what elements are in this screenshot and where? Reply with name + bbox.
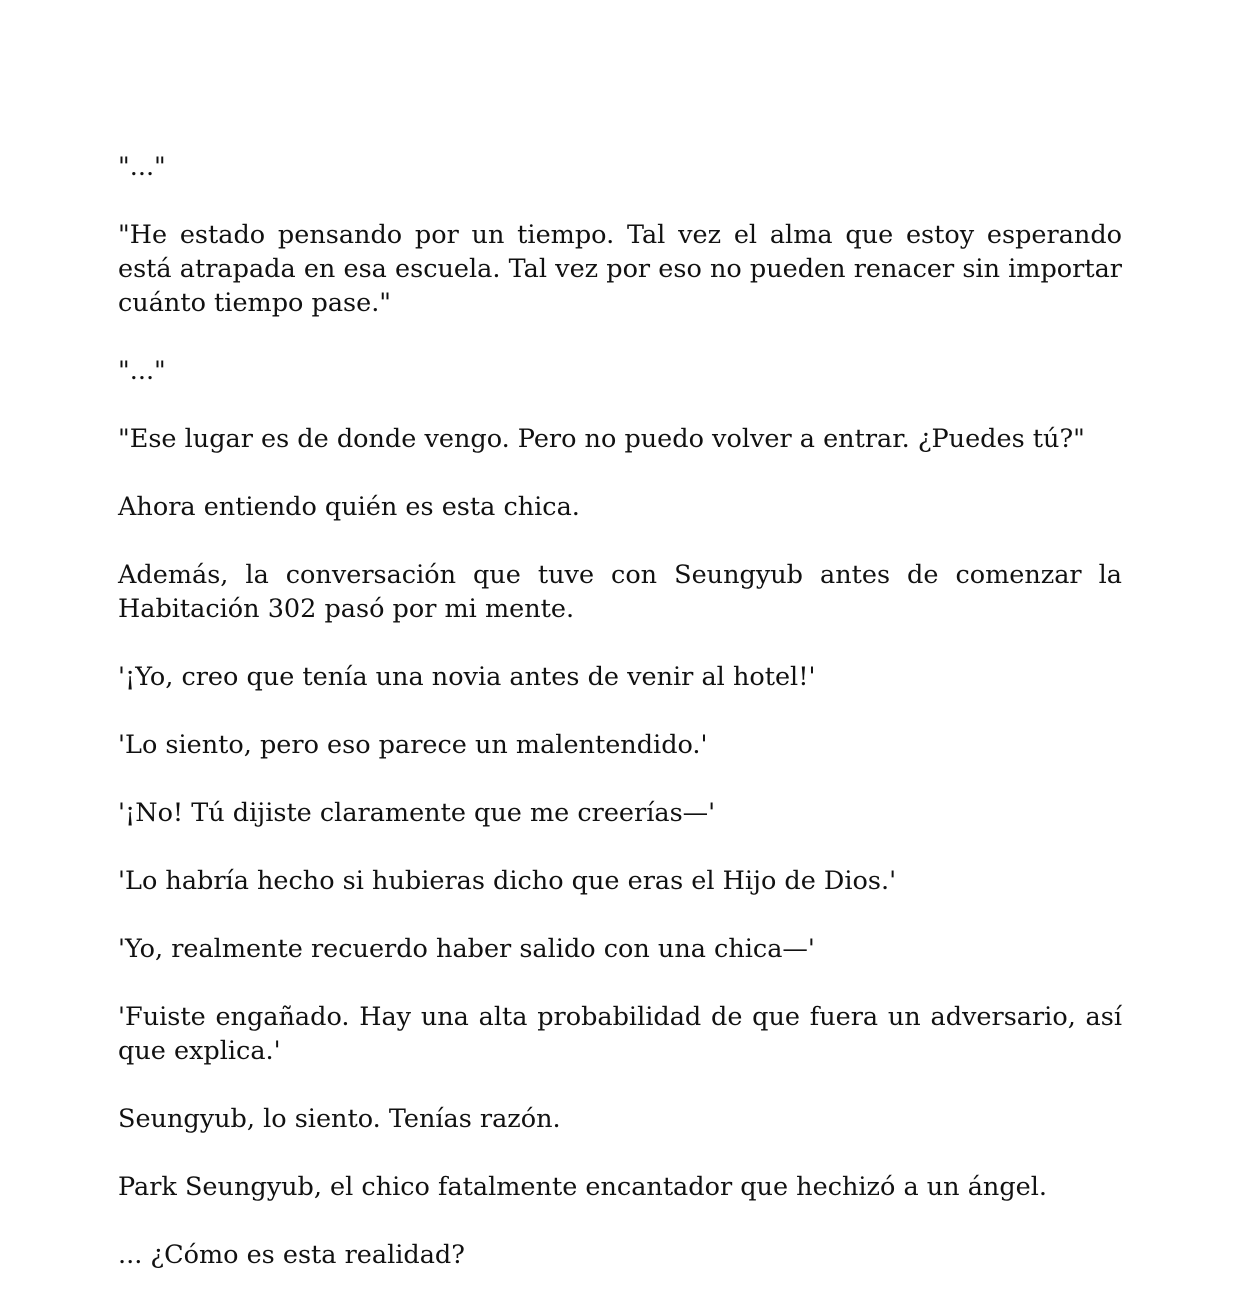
paragraph-soul-trapped: "He estado pensando por un tiempo. Tal vez el alma que estoy esperando está atrapada en esa escuela. Tal vez por eso no pueden renacer sin importar cuánto tiempo pase." — [118, 220, 1122, 318]
paragraph-charming-boy: Park Seungyub, el chico fatalmente encantador que hechizó a un ángel. — [118, 1172, 1048, 1202]
paragraph-where-i-come-from: "Ese lugar es de donde vengo. Pero no puedo volver a entrar. ¿Puedes tú?" — [118, 424, 1085, 454]
paragraph-sorry-seungyub: Seungyub, lo siento. Tenías razón. — [118, 1104, 561, 1134]
paragraph-girlfriend-claim: '¡Yo, creo que tenía una novia antes de venir al hotel!' — [118, 662, 816, 692]
paragraph-you-said: '¡No! Tú dijiste claramente que me creerías—' — [118, 798, 716, 828]
paragraph-conversation-memory: Además, la conversación que tuve con Seungyub antes de comenzar la Habitación 302 pasó por mi mente. — [118, 560, 1122, 624]
paragraph-son-of-god: 'Lo habría hecho si hubieras dicho que eras el Hijo de Dios.' — [118, 866, 897, 896]
paragraph-deceived: 'Fuiste engañado. Hay una alta probabilidad de que fuera un adversario, así que explica.' — [118, 1002, 1122, 1066]
paragraph-understand-girl: Ahora entiendo quién es esta chica. — [118, 492, 580, 522]
document-page — [118, 150, 1122, 1272]
paragraph-misunderstanding: 'Lo siento, pero eso parece un malentendido.' — [118, 730, 708, 760]
paragraph-dated-girl: 'Yo, realmente recuerdo haber salido con una chica—' — [118, 934, 815, 964]
paragraph-ellipsis-2: "..." — [118, 356, 166, 386]
paragraph-ellipsis-1: "..." — [118, 152, 166, 182]
paragraph-what-reality: ... ¿Cómo es esta realidad? — [118, 1240, 465, 1270]
